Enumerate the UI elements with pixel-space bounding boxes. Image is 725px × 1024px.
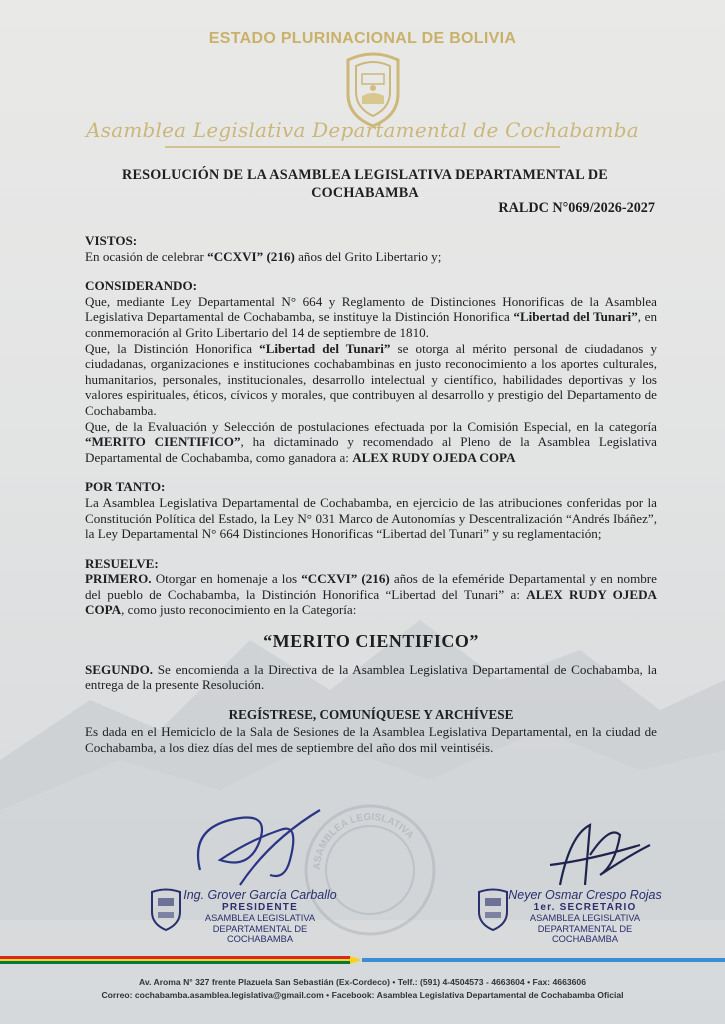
considerando-paragraph-2: Que, la Distinción Honorifica “Libertad del Tunari” se otorga al mérito personal de ciudadanos y ciudadanas, organizaciones e instituciones cochabambinas en justo reconocimiento a los aportes culturales, humanitarios, personales, institucionales, desarrollo intelectual y científico, habilidades deportivas y los valores espirituales, éticos, cívicos y morales, que contribuyen al desarrollo y prestigio del Departamento de Cochabamba. bbox=[85, 340, 658, 418]
signer-name: Neyer Osmar Crespo Rojas bbox=[508, 888, 662, 902]
signer-org: DEPARTAMENTAL DE COCHABAMBA bbox=[212, 923, 308, 944]
resolution-body bbox=[85, 233, 657, 756]
considerando-paragraph-1: Que, mediante Ley Departamental N° 664 y Reglamento de Distinciones Honorificas de la Asamblea Legislativa Departamental de Cochabamba, se instituye la Distinción Honorifica “Libertad del Tunari”, en conmemoración al Grito Libertario del 14 de septiembre de 1810. bbox=[85, 293, 657, 340]
stamp-emblem-icon bbox=[148, 888, 184, 932]
resolution-title: RESOLUCIÓN DE LA ASAMBLEA LEGISLATIVA DEPARTAMENTAL DE COCHABAMBA bbox=[122, 167, 608, 201]
footer-contact: Correo: cochabamba.asamblea.legislativa@gmail.com • Facebook: Asamblea Legislativa Departamental de Cochabamba Oficial bbox=[101, 990, 624, 1000]
resuelve-primero: PRIMERO. Otorgar en homenaje a los “CCXVI” (216) años de la efeméride Departamental y en nombre del pueblo de Cochabamba, la Distinción Honorifica “Libertad del Tunari” a: ALEX RUDY OJEDA COPA, como justo reconocimiento en la Categoría: bbox=[85, 571, 657, 618]
closing-text: Es dada en el Hemiciclo de la Sala de Sesiones de la Asamblea Legislativa Departamental, en la ciudad de Cochabamba, a los diez días del mes de septiembre del año dos mil veintiséis. bbox=[85, 724, 657, 756]
signer-role: 1er. SECRETARIO bbox=[533, 902, 637, 913]
por-tanto-heading: POR TANTO: bbox=[85, 479, 166, 495]
signature-block-secretary bbox=[505, 888, 665, 945]
vistos-text: En ocasión de celebrar “CCXVI” (216) años del Grito Libertario y; bbox=[85, 248, 442, 264]
footer-address: Av. Aroma N° 327 frente Plazuela San Sebastián (Ex-Cordeco) • Telf.: (591) 4-4504573 - 4663604 • Fax: 4663606 bbox=[139, 977, 586, 987]
header-divider bbox=[165, 146, 560, 148]
signer-org: ASAMBLEA LEGISLATIVA bbox=[529, 913, 641, 923]
considerando-heading: CONSIDERANDO: bbox=[85, 278, 198, 294]
resuelve-heading: RESUELVE: bbox=[85, 555, 159, 571]
signature-secretary-icon bbox=[530, 805, 660, 895]
seal-text: ASAMBLEA LEGISLATIVA bbox=[311, 811, 416, 871]
resolution-number: RALDC N°069/2026-2027 bbox=[498, 200, 655, 216]
signer-org: DEPARTAMENTAL DE COCHABAMBA bbox=[537, 923, 633, 944]
footer bbox=[0, 976, 725, 1002]
header-country: ESTADO PLURINACIONAL DE BOLIVIA bbox=[208, 30, 517, 47]
flag-stripe bbox=[0, 956, 725, 964]
por-tanto-text: La Asamblea Legislativa Departamental de Cochabamba, en ejercicio de las atribuciones conferidas por la Constitución Política del Estado, la Ley N° 031 Marco de Autonomías y Descentralización “Andrés Ibáñez”, la Ley Departamental N° 664 Distinciones Honorificas “Libertad del Tunari” y su reglamentación; bbox=[85, 494, 657, 542]
header-assembly: Asamblea Legislativa Departamental de Cochabamba bbox=[86, 118, 639, 142]
signature-president-icon bbox=[180, 800, 330, 895]
considerando-paragraph-3: Que, de la Evaluación y Selección de postulaciones efectuada por la Comisión Especial, en la categoría “MERITO CIENTIFICO”, ha dictaminado y recomendado al Pleno de la Asamblea Legislativa Departamental de Cochabamba, como ganadora a: ALEX RUDY OJEDA COPA bbox=[85, 418, 657, 465]
vistos-heading: VISTOS: bbox=[85, 233, 138, 248]
signer-org: ASAMBLEA LEGISLATIVA bbox=[204, 913, 316, 923]
resuelve-segundo: SEGUNDO. Se encomienda a la Directiva de la Asamblea Legislativa Departamental de Cochabamba, la entrega de la presente Resolución. bbox=[85, 661, 657, 693]
registrese-line: REGÍSTRESE, COMUNÍQUESE Y ARCHÍVESE bbox=[228, 706, 514, 722]
signer-role: PRESIDENTE bbox=[222, 902, 298, 913]
signer-name: Ing. Grover García Carballo bbox=[183, 888, 337, 902]
category-title: “MERITO CIENTIFICO” bbox=[263, 631, 479, 652]
signature-block-president bbox=[180, 888, 340, 945]
